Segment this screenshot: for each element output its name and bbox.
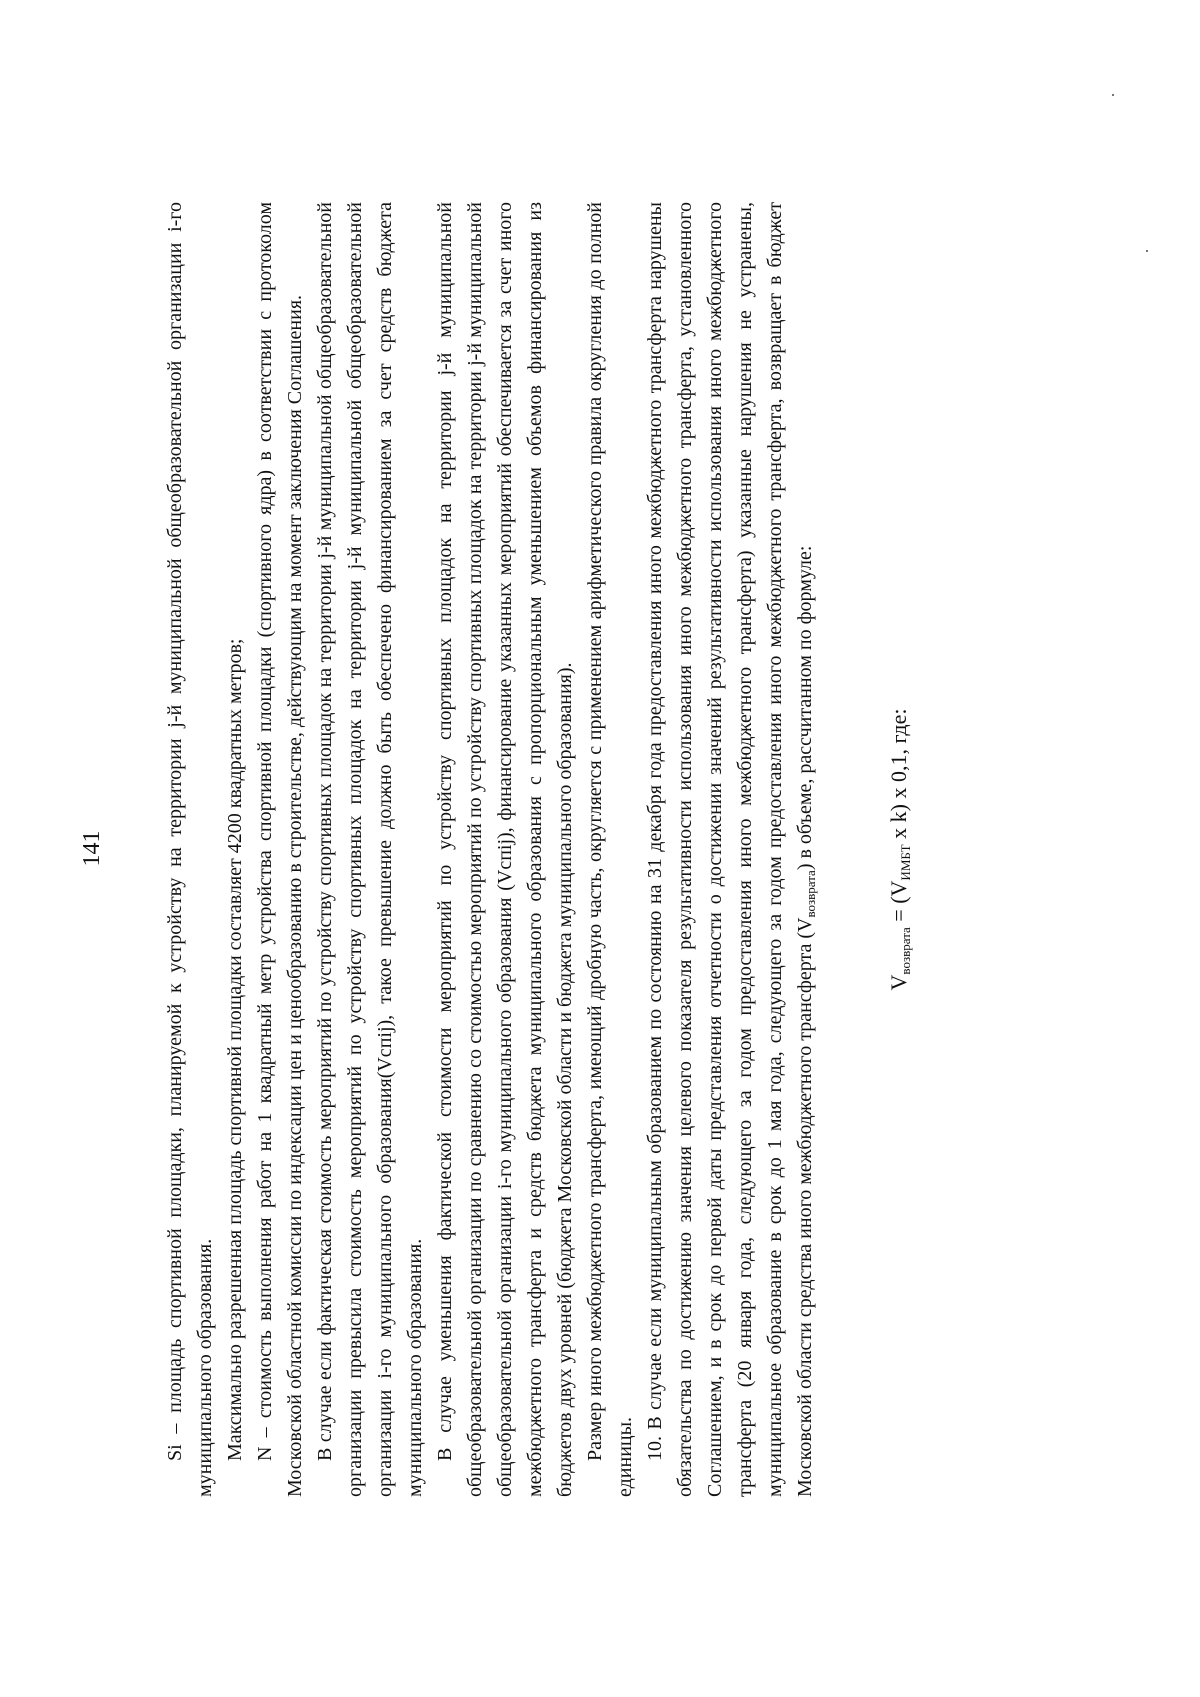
paragraph-n-definition: N – стоимость выполнения работ на 1 квадратный метр устройства спортивной площадки (спортивного ядра) в соответствии с протоколом Московской областной комиссии по индексации цен и ценообразованию в строительстве, действующим на момент заключения Соглашения. [254,202,306,1497]
paragraph-si-definition: Si – площадь спортивной площадки, планируемой к устройству на территории j-й муниципальной общеобразовательной организации i-го муниципального образования. [164,202,216,1497]
page-number: 141 [79,830,105,867]
refund-formula [884,202,921,1497]
scan-speck [1112,94,1114,96]
clause-10-subscript: возврата [803,870,818,918]
paragraph-max-area: Максимально разрешенная площадь спортивной площадки составляет 4200 квадратных метров; [224,638,246,1461]
formula-v-subscript: возврата [898,927,913,975]
clause-10-ending: ) в объеме, рассчитанном по формуле: [794,545,816,871]
formula-imbt-subscript: ИМБТ [898,844,913,881]
scan-speck [1146,250,1148,252]
formula-v: V [886,974,911,991]
formula-tail: x k) x 0,1, где: [886,708,911,845]
formula-equals: = (V [886,880,911,928]
paragraph-rounding-rule: Размер иного межбюджетного трансферта, имеющий дробную часть, округляется с применением арифметического правила округления до полной единицы. [584,202,636,1497]
paragraph-cost-reduced: В случае уменьшения фактической стоимости мероприятий по устройству спортивных площадок на территории j-й муниципальной общеобразовательной организации по сравнению со стоимостью мероприятий по устройству спортивных площадок на территории j-й муниципальной общеобразовательной организации i-го муниципального образования (Vcпij), финансирование указанных мероприятий обеспечивается за счет иного межбюджетного трансферта и средств бюджета муниципального образования с пропорциональным уменьшением объемов финансирования из бюджетов двух уровней (бюджета Московской области и бюджета муниципального образования). [434,202,576,1497]
paragraph-cost-exceeded: В случае если фактическая стоимость мероприятий по устройству спортивных площадок на территории j-й муниципальной общеобразовательной организации превысила стоимость мероприятий по устройству спортивных площадок на территории j-й муниципальной общеобразовательной организации i-го муниципального образования(Vcпij), такое превышение должно быть обеспечено финансированием за счет средств бюджета муниципального образования. [314,202,426,1497]
paragraph-clause-10 [640,202,826,1497]
text-body [160,202,921,1497]
clause-10-text: 10. В случае если муниципальным образованием по состоянию на 31 декабря года предоставления иного межбюджетного трансферта нарушены обязательства по достижению значения целевого показателя результативности использования иного межбюджетного трансферта, установленного Соглашением, и в срок до первой даты представления отчетности о достижении значений результативности использования иного межбюджетного трансферта (20 января года, следующего за годом предоставления иного межбюджетного трансферта) указанные нарушения не устранены, муниципальное образование в срок до 1 мая года, следующего за годом предоставления иного межбюджетного трансферта, возвращает в бюджет Московской области средства иного межбюджетного трансферта (V [644,202,816,1497]
